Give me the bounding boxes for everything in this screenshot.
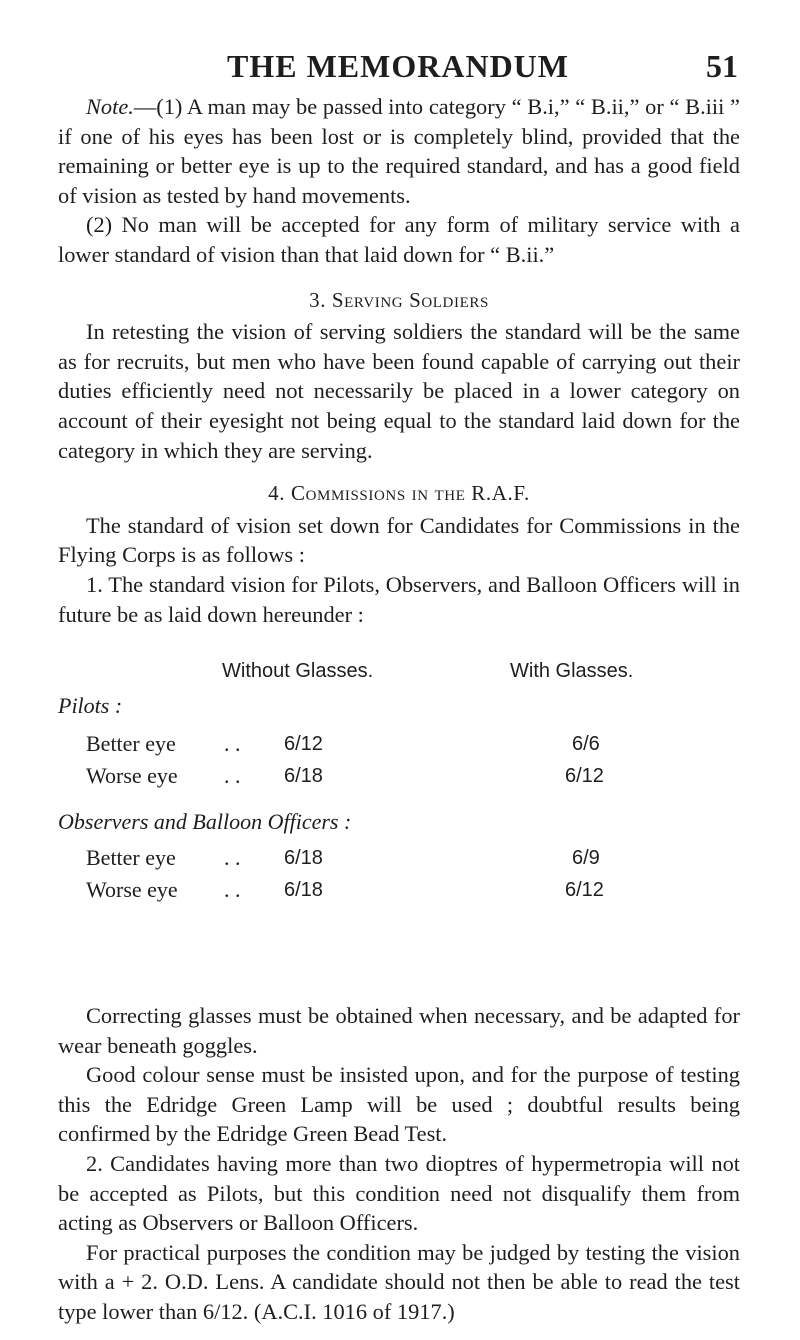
value-with-glasses: 6/6 [572, 733, 600, 756]
page-number: 51 [706, 48, 738, 84]
group-label-observers: Observers and Balloon Officers : [58, 809, 352, 835]
section-4-heading: 4. Commissions in the R.A.F. [268, 481, 530, 506]
leader-dots: . . [224, 763, 241, 789]
value-without-glasses: 6/18 [284, 879, 323, 902]
section-4-intro: The standard of vision set down for Candidates for Commissions in the Flying Corps is as follows : [58, 512, 740, 568]
value-without-glasses: 6/18 [284, 765, 323, 788]
body-text [58, 92, 740, 1327]
value-without-glasses: 6/18 [284, 847, 323, 870]
row-label: Worse eye [86, 763, 178, 789]
colour-sense-paragraph: Good colour sense must be insisted upon, and for the purpose of testing this the Edridge Green Lamp will be used ; doubtful results being confirmed by the Edridge Green Bead Test. [58, 1062, 740, 1147]
note-text-1: —(1) A man may be passed into category “ B.i,” “ B.ii,” or “ B.iii ” if one of his eyes has been lost or is completely blind, provided that the remaining or better eye is up to the required standard, and has a good field of vision as tested by hand movements. [58, 94, 740, 208]
value-with-glasses: 6/9 [572, 847, 600, 870]
value-with-glasses: 6/12 [565, 879, 604, 902]
glasses-paragraph: Correcting glasses must be obtained when necessary, and be adapted for wear beneath goggles. [58, 1003, 740, 1058]
value-with-glasses: 6/12 [565, 765, 604, 788]
note-label: Note. [86, 94, 134, 119]
page-header [58, 48, 738, 88]
note-paragraph-2: (2) No man will be accepted for any form of military service with a lower standard of vision than that laid down for “ B.ii.” [58, 212, 740, 267]
practical-test-paragraph: For practical purposes the condition may be judged by testing the vision with a + 2. O.D. Lens. A candidate should not then be able to read the test type lower than 6/12. (A.C.I. 1016 of 1917.) [58, 1239, 740, 1325]
value-without-glasses: 6/12 [284, 733, 323, 756]
column-header-without-glasses: Without Glasses. [222, 660, 374, 683]
section-4-item-1: 1. The standard vision for Pilots, Observers, and Balloon Officers will in future be as laid down hereunder : [58, 571, 740, 627]
row-label: Better eye [86, 731, 176, 757]
leader-dots: . . [224, 845, 241, 871]
column-header-with-glasses: With Glasses. [510, 660, 634, 683]
vision-standards-table [58, 629, 740, 987]
leader-dots: . . [224, 731, 241, 757]
hypermetropia-paragraph: 2. Candidates having more than two dioptres of hypermetropia will not be accepted as Pilots, but this condition need not disqualify them from acting as Observers or Balloon Officers. [58, 1151, 740, 1236]
running-head: THE MEMORANDUM [227, 48, 569, 84]
row-label: Better eye [86, 845, 176, 871]
section-3-body: In retesting the vision of serving soldiers the standard will be the same as for recruits, but men who have been found capable of carrying out their duties efficiently need not necessarily be placed in a lower category on account of their eyesight not being equal to the standard laid down for the category in which they are serving. [58, 319, 740, 463]
note-paragraph-1 [58, 92, 740, 210]
section-3-heading: 3. Serving Soldiers [309, 287, 489, 312]
group-label-pilots: Pilots : [58, 693, 123, 719]
leader-dots: . . [224, 877, 241, 903]
row-label: Worse eye [86, 877, 178, 903]
